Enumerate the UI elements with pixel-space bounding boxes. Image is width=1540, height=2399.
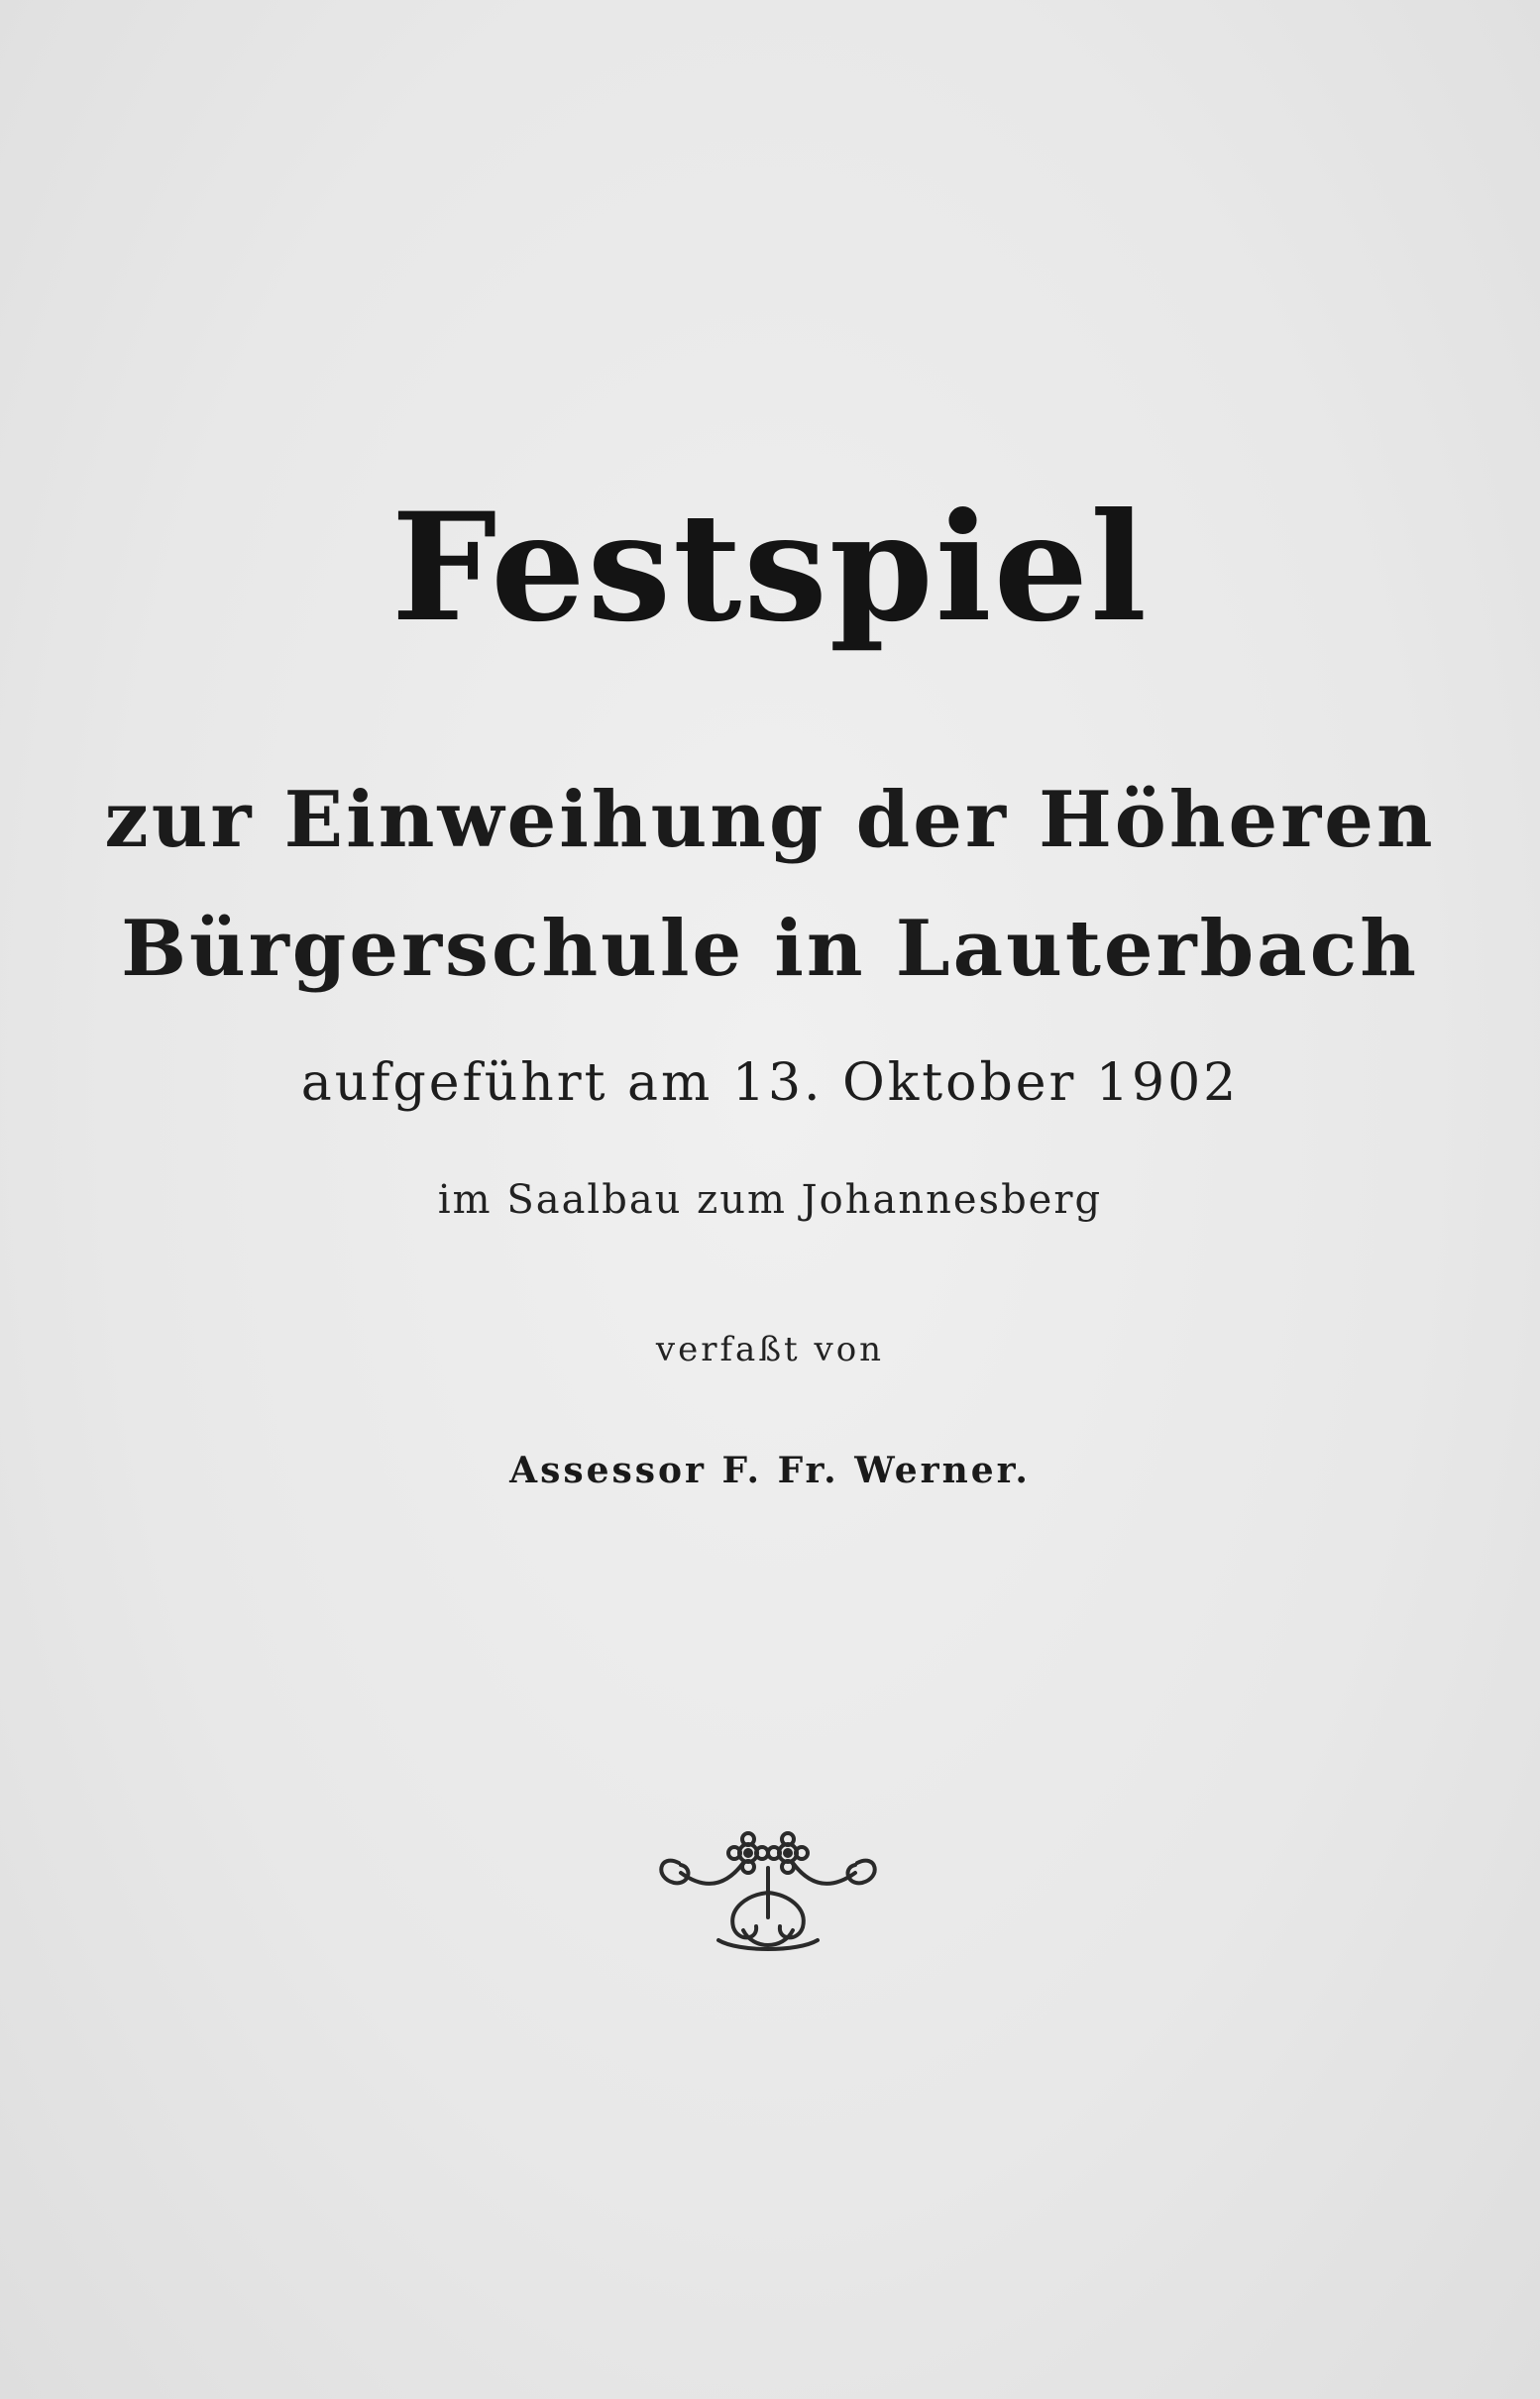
written-by-label: verfaßt von <box>655 1330 885 1369</box>
subtitle-line-2: Bürgerschule in Lauterbach <box>121 904 1419 994</box>
subtitle-line-1: zur Einweihung der Höheren <box>104 775 1436 865</box>
venue: im Saalbau zum Johannesberg <box>437 1177 1103 1223</box>
author-name: Assessor F. Fr. Werner. <box>509 1450 1031 1491</box>
page-title: Festspiel <box>390 481 1150 655</box>
performance-date: aufgeführt am 13. Oktober 1902 <box>300 1053 1240 1113</box>
floral-vignette-icon <box>649 1823 887 1962</box>
